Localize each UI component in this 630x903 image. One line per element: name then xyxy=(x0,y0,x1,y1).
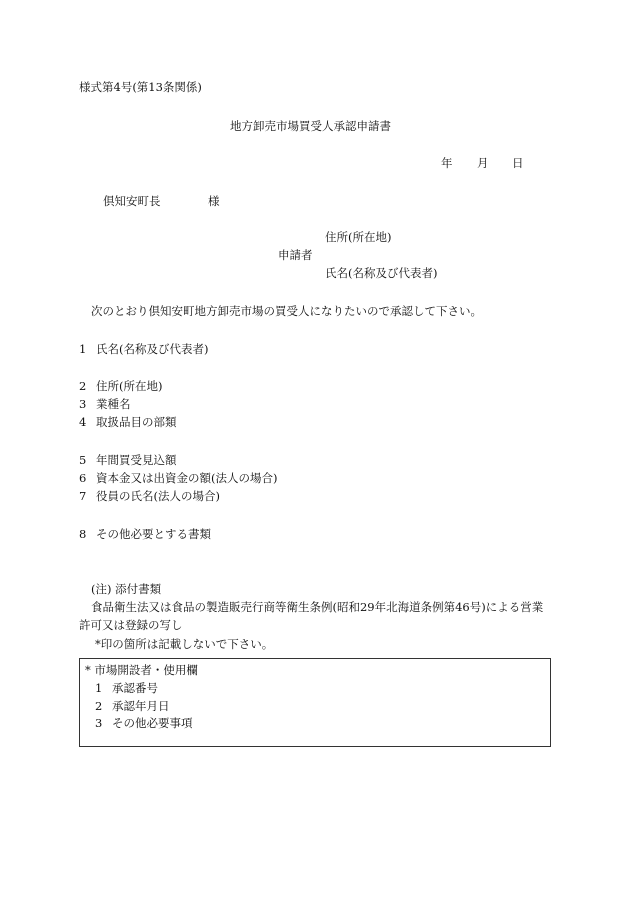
item-number: 2 xyxy=(79,379,87,393)
item-label: 年間買受見込額 xyxy=(96,453,177,467)
office-use-item xyxy=(95,718,193,730)
list-item xyxy=(79,473,277,485)
date-day-label: 日 xyxy=(512,156,524,170)
item-label: その他必要とする書類 xyxy=(96,527,211,541)
item-label: 資本金又は出資金の額(法人の場合) xyxy=(96,471,278,485)
document-title: 地方卸売市場買受人承認申請書 xyxy=(230,119,391,133)
item-number: 2 xyxy=(95,699,103,713)
date-month-label: 月 xyxy=(477,156,489,170)
item-label: 氏名(名称及び代表者) xyxy=(96,342,209,356)
note-heading: (注) 添付書類 xyxy=(91,582,162,596)
list-item xyxy=(79,381,162,393)
applicant-name-label: 氏名(名称及び代表者) xyxy=(325,266,438,280)
item-number: 7 xyxy=(79,489,87,503)
form-number: 様式第4号(第13条関係) xyxy=(79,80,202,94)
item-number: 1 xyxy=(79,342,87,356)
list-item xyxy=(79,529,211,541)
date-year-label: 年 xyxy=(441,156,453,170)
item-number: 3 xyxy=(95,716,103,730)
item-number: 4 xyxy=(79,415,87,429)
item-number: 1 xyxy=(95,681,103,695)
item-label: 業種名 xyxy=(96,397,131,411)
item-label: 役員の氏名(法人の場合) xyxy=(96,489,220,503)
list-item xyxy=(79,344,208,356)
note-text: 食品衛生法又は食品の製造販売行商等衛生条例(昭和29年北海道条例第46号)による営業 xyxy=(91,600,544,614)
item-label: その他必要事項 xyxy=(112,716,193,730)
office-use-box xyxy=(79,658,551,747)
applicant-label: 申請者 xyxy=(278,248,313,262)
list-item xyxy=(79,399,131,411)
note-instruction: *印の箇所は記載しないで下さい。 xyxy=(95,637,274,651)
office-use-item xyxy=(95,701,170,713)
addressee-name: 倶知安町長 xyxy=(103,194,161,208)
item-number: 5 xyxy=(79,453,87,467)
office-use-item xyxy=(95,683,158,695)
applicant-address-label: 住所(所在地) xyxy=(325,230,392,244)
request-statement: 次のとおり倶知安町地方卸売市場の買受人になりたいので承認して下さい。 xyxy=(91,304,482,318)
addressee-honorific: 様 xyxy=(208,194,220,208)
item-number: 6 xyxy=(79,471,87,485)
item-label: 住所(所在地) xyxy=(96,379,163,393)
list-item xyxy=(79,491,220,503)
item-label: 承認年月日 xyxy=(112,699,170,713)
item-number: 3 xyxy=(79,397,87,411)
list-item xyxy=(79,417,177,429)
item-number: 8 xyxy=(79,527,87,541)
list-item xyxy=(79,455,177,467)
item-label: 取扱品目の部類 xyxy=(96,415,177,429)
office-use-title: * 市場開設者・使用欄 xyxy=(85,663,198,677)
item-label: 承認番号 xyxy=(112,681,158,695)
note-text: 許可又は登録の写し xyxy=(79,618,183,632)
